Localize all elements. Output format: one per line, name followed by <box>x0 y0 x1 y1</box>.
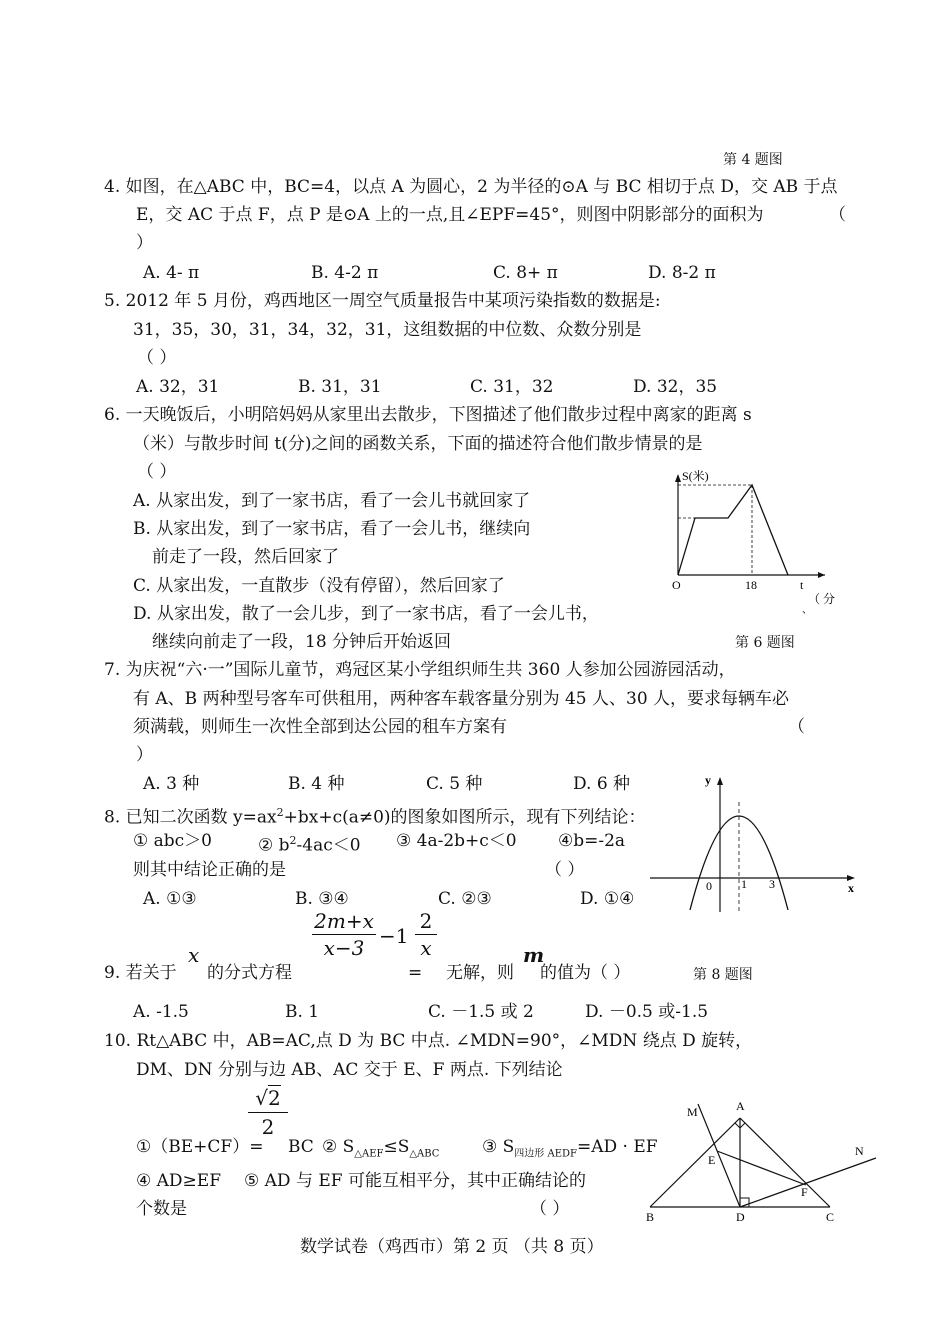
q7-line3: 须满载，则师生一次性全部到达公园的租车方案有 <box>133 717 507 737</box>
q4-option-a: A. 4- π <box>143 263 200 283</box>
q10-label-f: F <box>801 1185 808 1199</box>
q10-bc: BC <box>288 1137 314 1157</box>
q6-y-arrow <box>675 474 681 482</box>
q10-label-c: C <box>826 1210 835 1224</box>
q8-paren: （ ） <box>545 860 585 880</box>
q10-triangle-figure <box>640 1088 885 1228</box>
q10-side-ab <box>650 1118 740 1207</box>
q7-line1: 7. 为庆祝“六·一”国际儿童节，鸡冠区某小学组织师生共 360 人参加公园游园活动， <box>104 660 736 680</box>
q6-line1: 6. 一天晚饭后，小明陪妈妈从家里出去散步，下图描述了他们散步过程中离家的距离 s <box>104 405 752 425</box>
q4-line2: E，交 AC 于点 F，点 P 是⊙A 上的一点,且∠EPF=45°，则图中阴影部分的面积为 <box>136 205 764 225</box>
q8-line3: 则其中结论正确的是 <box>133 860 286 880</box>
q9-option-b: B. 1 <box>285 1002 320 1022</box>
q10-conclusion-4: ④ AD≥EF <box>136 1171 221 1191</box>
q8-option-a: A. ①③ <box>143 889 197 909</box>
q6-option-d1: D. 从家出发，散了一会儿步，到了一家书店，看了一会儿书， <box>133 604 599 624</box>
q10-side-ac <box>740 1118 830 1207</box>
q8-y-label: y <box>705 773 711 787</box>
q9-equals: = <box>408 963 423 983</box>
q8-origin: 0 <box>706 879 712 893</box>
q10-line5: 个数是 <box>136 1199 187 1219</box>
q10-label-n: N <box>855 1144 864 1158</box>
q5-line2: 31，35，30，31，34，32，31，这组数据的中位数、众数分别是 <box>133 320 642 340</box>
q9-fraction-right <box>415 908 437 961</box>
q10-paren: （ ） <box>530 1199 570 1219</box>
q6-y-label: S(米) <box>682 470 709 483</box>
q6-unit-mark: 、 <box>802 605 812 615</box>
q8-conclusion-3: ③ 4a-2b+c＜0 <box>396 831 517 851</box>
q6-x-label: t <box>800 578 804 592</box>
q7-line2: 有 A、B 两种型号客车可供租用，两种客车载客量分别为 45 人、30 人，要求每辆车必 <box>133 689 790 709</box>
q4-option-b: B. 4-2 π <box>311 263 379 283</box>
q7-option-c: C. 5 种 <box>426 774 483 794</box>
q4-option-c: C. 8+ π <box>493 263 558 283</box>
q10-sqrt-numerator: √2 <box>255 1086 281 1110</box>
q9-denominator-left: x−3 <box>312 934 376 961</box>
q9-option-c: C. －1.5 或 2 <box>428 1002 534 1022</box>
q9-numerator-left: 2m+x <box>314 909 374 933</box>
q8-conclusion-1: ① abc＞0 <box>133 831 212 851</box>
q10-line1: 10. Rt△ABC 中，AB=AC,点 D 为 BC 中点. ∠MDN=90°，∠MDN 绕点 D 旋转， <box>104 1031 753 1051</box>
q10-sqrt2-over-2 <box>248 1084 288 1141</box>
q9-option-d: D. －0.5 或-1.5 <box>585 1002 709 1022</box>
q10-ray-dn <box>740 1158 876 1207</box>
q9-option-a: A. -1.5 <box>133 1002 189 1022</box>
q9-mid: 的分式方程 <box>207 963 292 983</box>
q9-fraction-left <box>312 908 376 961</box>
q10-label-a: A <box>736 1099 745 1113</box>
q6-origin: O <box>672 578 681 592</box>
q8-option-b: B. ③④ <box>295 889 349 909</box>
q10-line2: DM、DN 分别与边 AB、AC 交于 E、F 两点. 下列结论 <box>136 1060 563 1080</box>
q10-segment-ef <box>717 1151 806 1185</box>
q6-option-a: A. 从家出发，到了一家书店，看了一会儿书就回家了 <box>133 491 531 511</box>
q6-line2: （米）与散步时间 t(分)之间的函数关系，下面的描述符合他们散步情景的是 <box>133 434 703 454</box>
q9-var-x: x <box>188 943 200 967</box>
q4-option-d: D. 8-2 π <box>648 263 716 283</box>
q9-var-m: m <box>523 943 545 967</box>
q9-minus-one: −1 <box>379 924 409 948</box>
q5-option-b: B. 31，31 <box>298 377 382 397</box>
q8-option-d: D. ①④ <box>580 889 635 909</box>
q8-parabola-graph <box>648 772 863 914</box>
q8-x-label: x <box>848 881 854 895</box>
q6-distance-time-graph <box>660 470 840 615</box>
q8-option-c: C. ②③ <box>438 889 492 909</box>
q9-prefix: 9. 若关于 <box>104 963 177 983</box>
q10-conclusion-3: ③ $S_{四边形 AEDF}=AD$ · EF <box>482 1137 658 1160</box>
q8-label-1: 1 <box>741 877 747 891</box>
q10-label-e: E <box>708 1153 716 1167</box>
q6-paren: （ ） <box>137 462 177 482</box>
q6-option-b1: B. 从家出发，到了一家书店，看了一会儿书，继续向 <box>133 519 531 539</box>
q10-conclusion-2: ② $S_{\triangle AEF}\le S_{\triangle ABC}$ <box>322 1137 440 1160</box>
q4-paren-open: （ <box>829 205 846 225</box>
q6-x-arrow <box>818 572 825 578</box>
q5-option-c: C. 31，32 <box>470 377 554 397</box>
q8-figure-caption: 第 8 题图 <box>693 967 753 983</box>
q6-option-d2: 继续向前走了一段，18 分钟后开始返回 <box>152 632 452 652</box>
q7-paren-open: （ <box>788 717 805 737</box>
q10-label-m: M <box>687 1105 698 1119</box>
q8-y-arrow <box>717 777 723 785</box>
q6-figure-caption: 第 6 题图 <box>735 635 795 651</box>
q9-post: 的值为（ ） <box>540 963 631 983</box>
q8-line1: 8. 已知二次函数 $y=ax^2+bx+c(a\ne 0)$的图象如图所示，现有下列结论： <box>104 806 646 828</box>
q10-sqrt-denominator: 2 <box>248 1112 288 1141</box>
q5-paren: （ ） <box>137 348 177 368</box>
q10-conclusion-1: ①（BE+CF）= <box>136 1137 264 1157</box>
q6-tick-18: 18 <box>745 578 757 592</box>
q4-line1: 4. 如图，在△ABC 中，BC=4，以点 A 为圆心，2 为半径的⊙A 与 BC 相切于点 D，交 AB 于点 <box>104 177 838 197</box>
q4-paren-close: ） <box>136 233 153 253</box>
q6-option-c: C. 从家出发，一直散步（没有停留），然后回家了 <box>133 576 505 596</box>
q9-no-solution: 无解，则 <box>446 963 514 983</box>
q10-conclusion-5: ⑤ AD 与 EF 可能互相平分，其中正确结论的 <box>244 1171 586 1191</box>
q7-option-d: D. 6 种 <box>573 774 631 794</box>
q7-option-a: A. 3 种 <box>143 774 200 794</box>
page-footer: 数学试卷（鸡西市）第 2 页 （共 8 页） <box>300 1237 604 1257</box>
q9-numerator-right: 2 <box>419 909 433 933</box>
q10-label-d: D <box>736 1210 745 1224</box>
q5-line1: 5. 2012 年 5 月份，鸡西地区一周空气质量报告中某项污染指数的数据是: <box>104 291 661 311</box>
q4-figure-caption: 第 4 题图 <box>723 152 783 168</box>
q10-ray-dm <box>698 1104 740 1207</box>
q7-option-b: B. 4 种 <box>288 774 345 794</box>
q6-unit: （ 分 <box>808 592 836 606</box>
q8-conclusion-2: ② $b^2-4ac<0$ <box>258 834 361 856</box>
q8-label-3: 3 <box>769 877 775 891</box>
q5-option-a: A. 32，31 <box>136 377 220 397</box>
q8-conclusion-4: ④b=-2a <box>558 831 626 851</box>
q6-path-line <box>678 485 788 575</box>
q6-option-b2: 前走了一段，然后回家了 <box>152 547 339 567</box>
q7-paren-close: ） <box>136 745 153 765</box>
q10-label-b: B <box>646 1210 655 1224</box>
q9-denominator-right: x <box>415 934 437 961</box>
q5-option-d: D. 32，35 <box>633 377 718 397</box>
